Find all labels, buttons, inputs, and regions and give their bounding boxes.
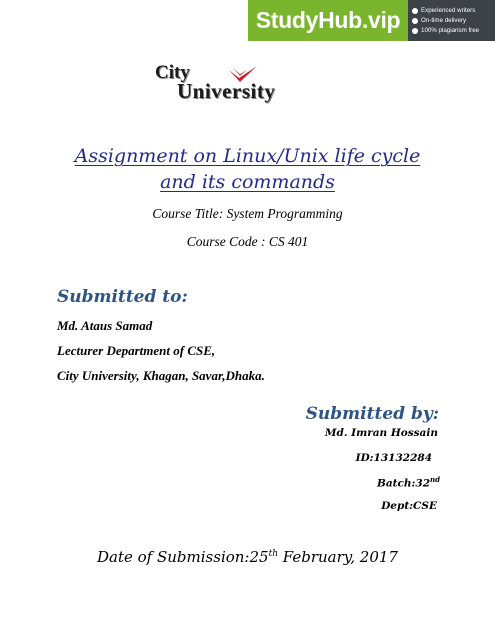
course-title: Course Title: System Programming [152,206,343,221]
logo-text-city: City [155,62,190,83]
student-id: ID:13132284 [355,452,432,464]
supervisor-address: City University, Khagan, Savar,Dhaka. [57,368,265,383]
assignment-title-line1: Assignment on Linux/Unix life cycle [74,145,421,167]
check-icon [412,28,418,34]
course-code: Course Code : CS 401 [186,234,309,249]
supervisor-name: Md. Ataus Samad [57,318,153,333]
assignment-title-line2: and its commands [160,171,335,193]
university-logo [155,62,307,104]
banner-features [408,0,495,41]
star-icon [412,8,418,14]
submitted-to-heading: Submitted to: [57,287,188,307]
submitted-by-heading: Submitted by: [305,404,439,424]
supervisor-position: Lecturer Department of CSE, [57,343,216,358]
student-name: Md. Imran Hossain [324,427,438,439]
student-batch: Batch:32nd [376,475,440,490]
banner-feature: On-time delivery [412,16,495,26]
studyhub-banner[interactable] [248,0,495,41]
studyhub-logo[interactable] [248,0,408,41]
banner-feature: 100% plagiarism free [412,26,495,36]
clock-icon [412,18,418,24]
logo-text-university: University [177,79,276,103]
submission-date: Date of Submission:25th February, 2017 [97,548,398,566]
studyhub-brand-text: StudyHub.vip [255,7,401,33]
banner-feature: Experienced writers [412,6,495,16]
student-dept: Dept:CSE [381,500,437,512]
